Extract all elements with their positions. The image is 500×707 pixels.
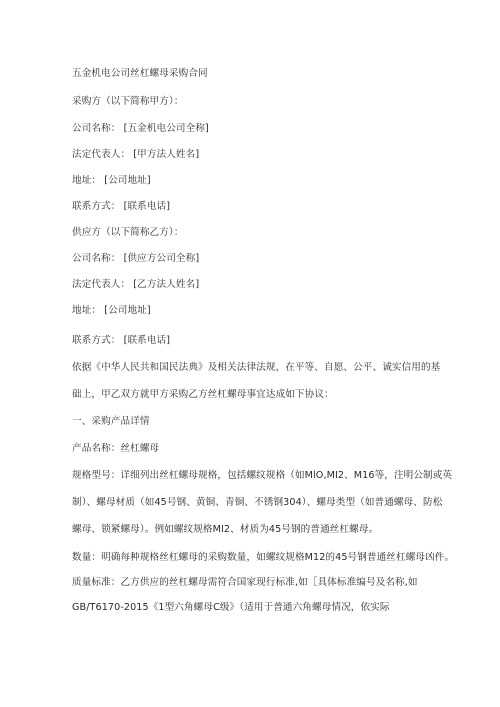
seller-legal-rep: 法定代表人： [乙方法人姓名]: [72, 279, 200, 290]
seller-contact: 联系方式： [联系电话]: [72, 335, 171, 346]
buyer-company: 公司名称： [五金机电公司全称]: [72, 123, 209, 134]
buyer-contact: 联系方式： [联系电话]: [72, 201, 171, 212]
seller-heading: 供应方（以下简称乙方）：: [72, 227, 184, 238]
section-1-heading: 一、采购产品详情: [72, 416, 150, 427]
buyer-address: 地址： [公司地址]: [72, 175, 151, 186]
seller-company: 公司名称： [供应方公司全称]: [72, 253, 200, 264]
buyer-legal-rep: 法定代表人： [甲方法人姓名]: [72, 149, 200, 160]
quality-line-1: 质量标准：乙方供应的丝杠螺母需符合国家现行标准,如［具体标准编号及名称,如: [72, 577, 418, 588]
spec-line-2: 制）、螺母材质（如45号钢、黄铜、青铜、不锈钢304）、螺母类型（如普通螺母、防松: [72, 497, 443, 508]
spec-line-3: 螺母、锁紧螺母）。例如螺纹规格MI2、材质为45号钢的普通丝杠螺母。: [72, 524, 379, 535]
product-name: 产品名称：丝杠螺母: [72, 443, 160, 454]
spec-line-1: 规格型号：详细列出丝杠螺母规格，包括螺纹规格（如MlO,MI2、M16等，注明公制或英: [72, 470, 453, 481]
seller-address: 地址： [公司地址]: [72, 305, 151, 316]
quality-line-2: GB/T6170-2015《1型六角螺母C级》（适用于普通六角螺母情况，依实际: [72, 602, 390, 613]
quantity-line: 数量：明确每种规格丝杠螺母的采购数量，如螺纹规格M12的45号钢普通丝杠螺母凶件。: [72, 552, 455, 563]
preamble-line-1: 依据《中华人民共和国民法典》及相关法律法规，在平等、自愿、公平、诚实信用的基: [72, 362, 441, 373]
preamble-line-2: 础上，甲乙双方就甲方采购乙方丝杠螺母事宜达成如下协议：: [72, 389, 334, 400]
document-title: 五金机电公司丝杠螺母采购合同: [72, 68, 208, 79]
buyer-heading: 采购方（以下简称甲方）：: [72, 96, 184, 107]
